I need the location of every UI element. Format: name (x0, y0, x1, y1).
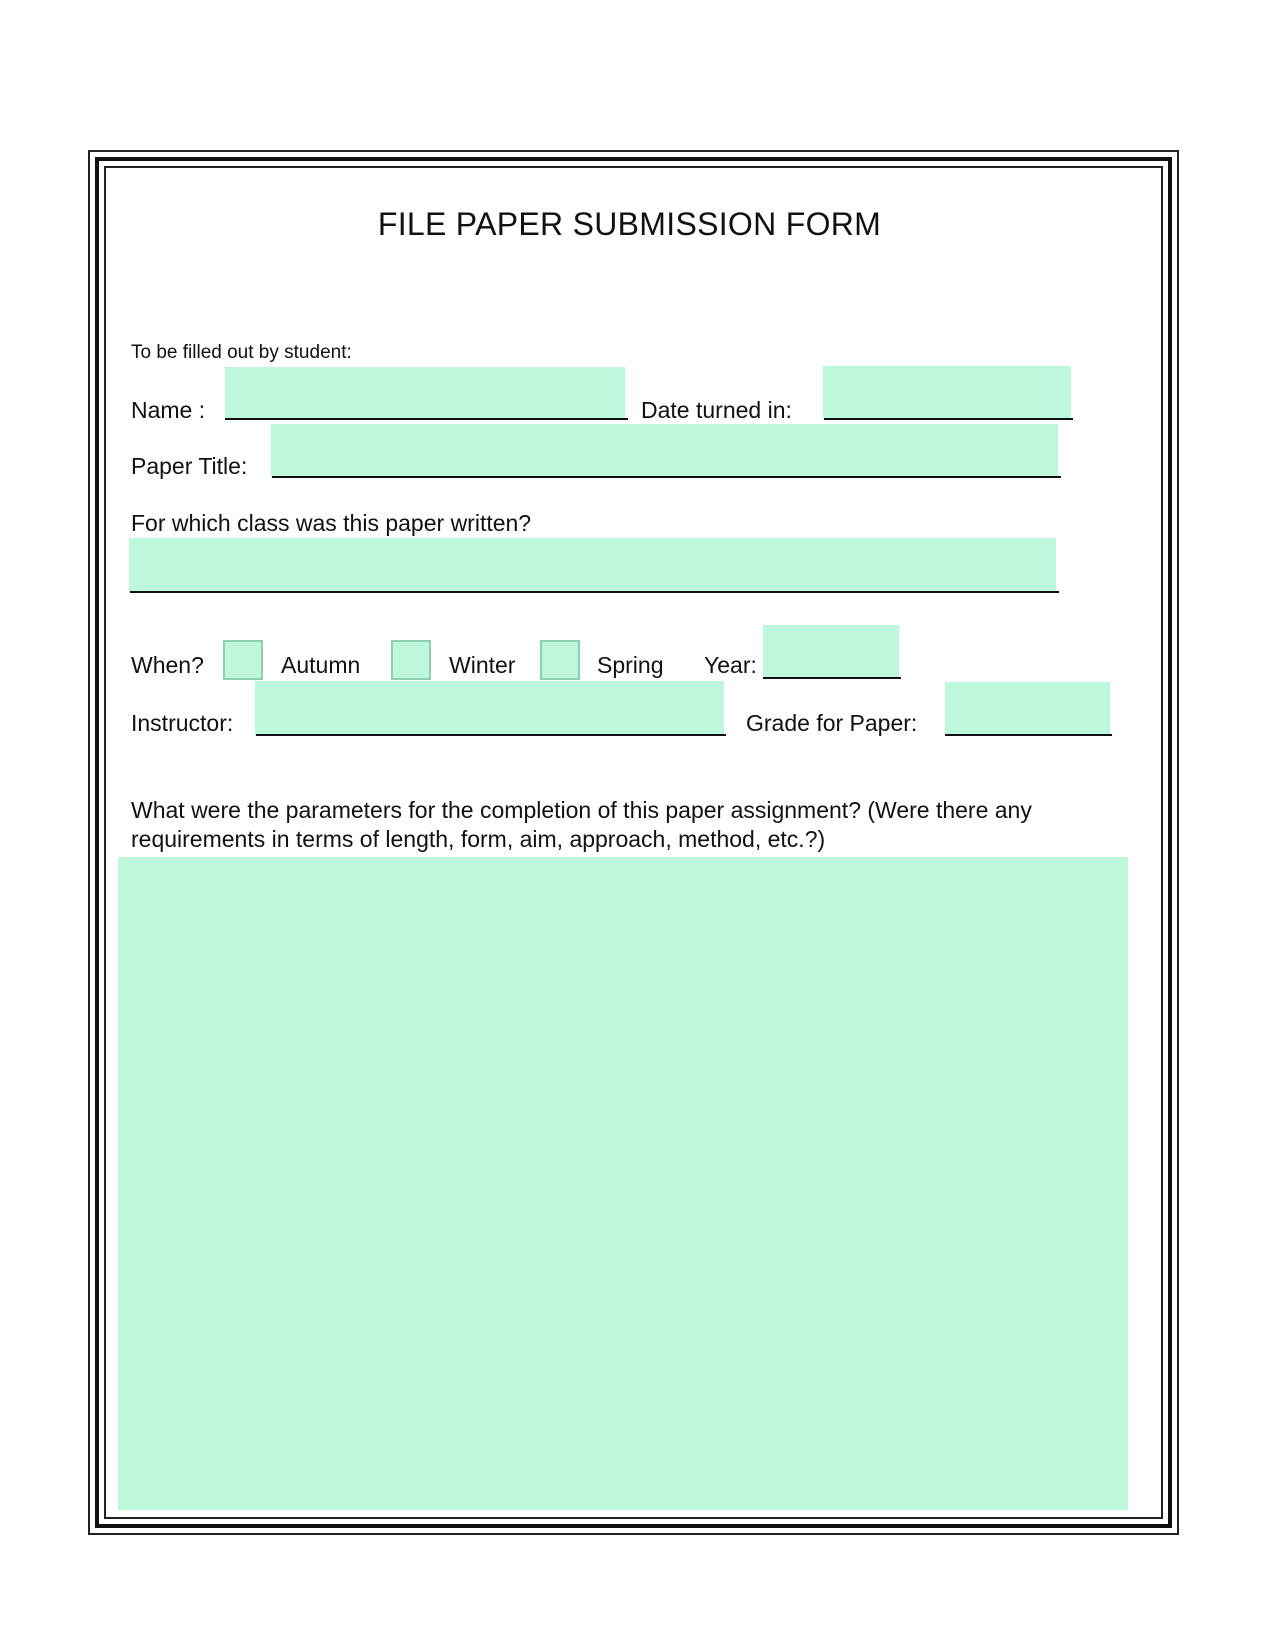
instructor-label: Instructor: (131, 710, 234, 736)
paper-title-label: Paper Title: (131, 453, 248, 479)
year-label: Year: (704, 652, 757, 678)
date-underline (824, 400, 1073, 420)
year-underline (763, 659, 901, 679)
spring-label: Spring (597, 652, 664, 678)
when-label: When? (131, 652, 204, 678)
autumn-checkbox[interactable] (223, 640, 263, 680)
grade-label: Grade for Paper: (746, 710, 918, 736)
name-underline (225, 400, 628, 420)
autumn-label: Autumn (281, 652, 361, 678)
paper-title-underline (272, 458, 1061, 478)
winter-checkbox[interactable] (391, 640, 431, 680)
grade-underline (945, 716, 1112, 736)
intro-text: To be filled out by student: (131, 342, 352, 363)
spring-checkbox[interactable] (540, 640, 580, 680)
instructor-underline (256, 716, 726, 736)
date-label: Date turned in: (641, 397, 792, 423)
parameters-text-area[interactable] (118, 857, 1128, 1510)
name-label: Name : (131, 397, 206, 423)
parameters-question: What were the parameters for the completion of this paper assignment? (Were there any requirements in terms of length, form, aim, approach, method, etc.?) (131, 797, 1032, 852)
class-question: For which class was this paper written? (131, 510, 532, 536)
winter-label: Winter (449, 652, 516, 678)
class-underline (130, 572, 1059, 593)
form-title: FILE PAPER SUBMISSION FORM (377, 206, 882, 242)
